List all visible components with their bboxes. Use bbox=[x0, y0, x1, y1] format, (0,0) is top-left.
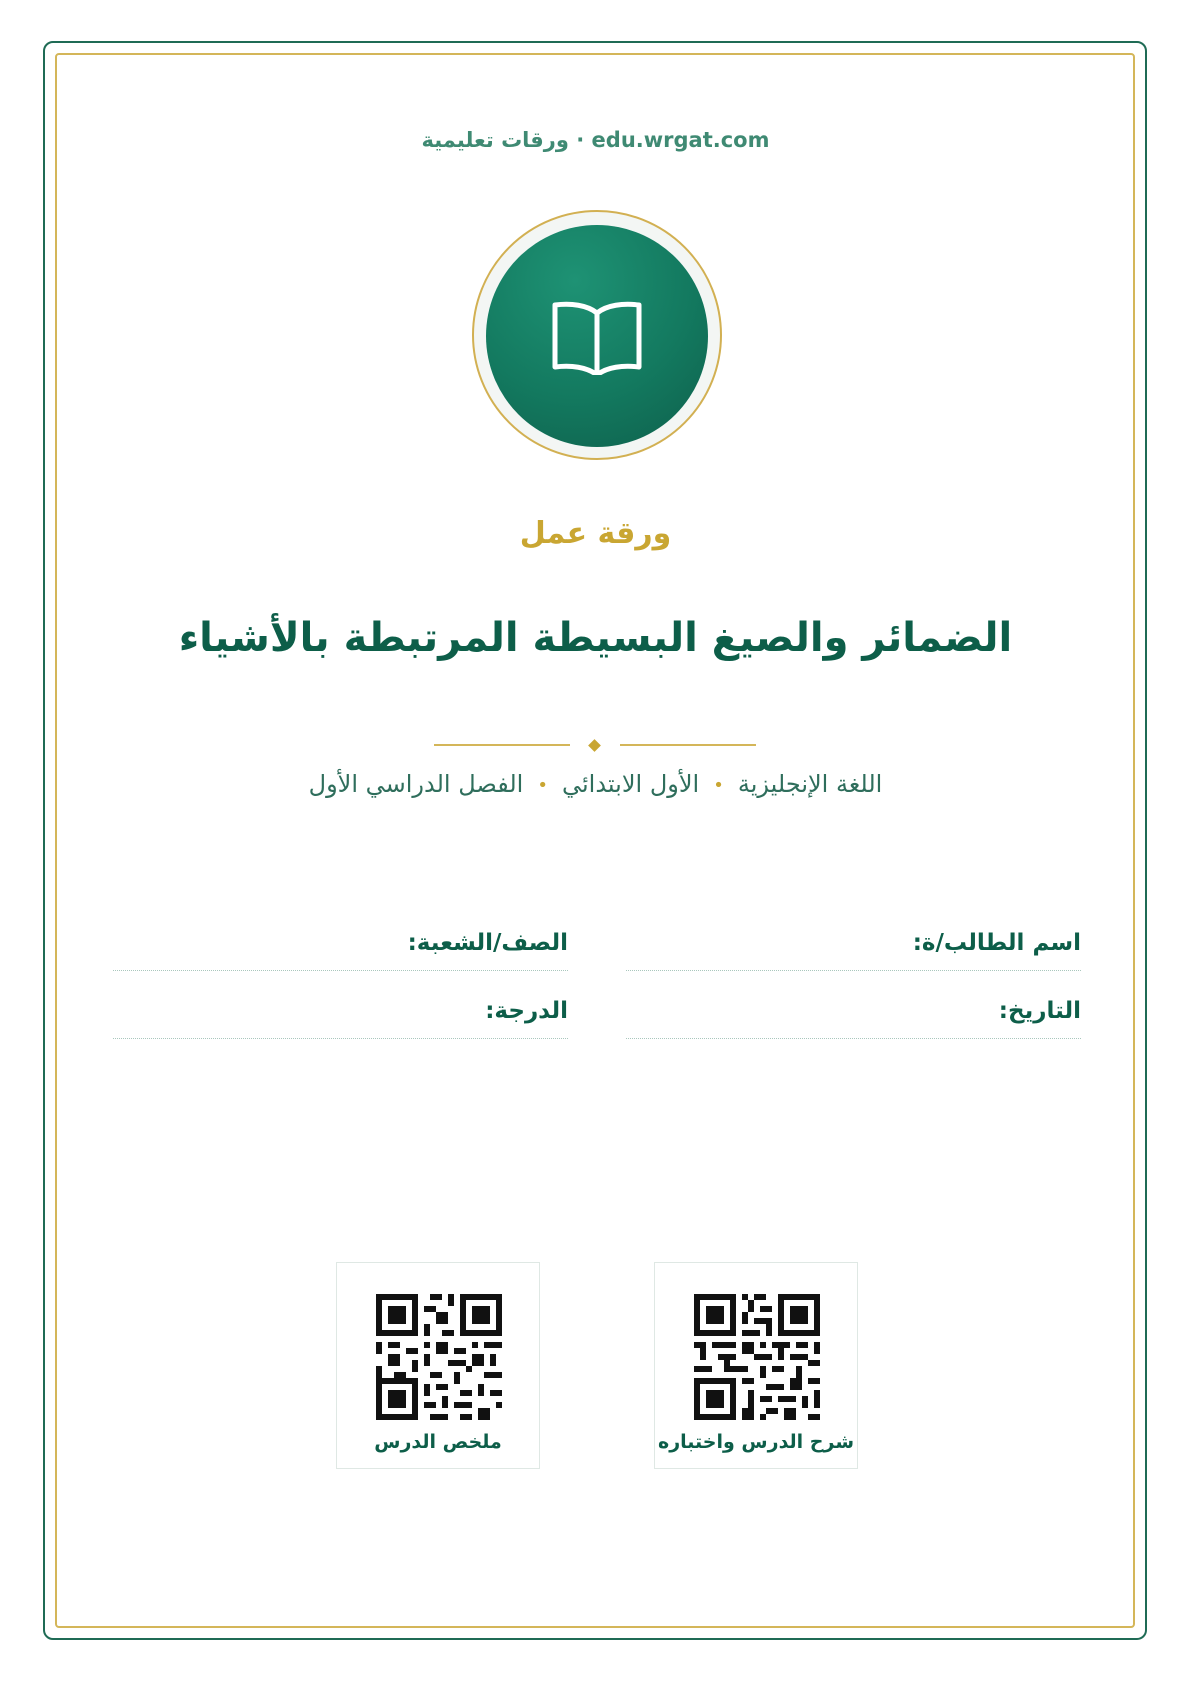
qr-code-icon bbox=[694, 1294, 820, 1420]
date-field[interactable] bbox=[626, 998, 1081, 1039]
qr-card-lesson-summary[interactable] bbox=[336, 1262, 540, 1469]
class-section-field[interactable] bbox=[113, 930, 568, 971]
meta-separator: • bbox=[537, 774, 548, 796]
course-meta bbox=[0, 770, 1191, 798]
divider-right bbox=[620, 744, 756, 746]
term-text: الفصل الدراسي الأول bbox=[308, 770, 524, 798]
site-header: ورقات تعليمية · edu.wrgat.com bbox=[421, 128, 770, 152]
page-title: الضمائر والصيغ البسيطة المرتبطة بالأشياء bbox=[178, 615, 1013, 661]
class-section-label: الصف/الشعبة: bbox=[407, 930, 568, 956]
meta-separator: • bbox=[713, 774, 724, 796]
qr-caption: ملخص الدرس bbox=[374, 1431, 502, 1453]
date-label: التاريخ: bbox=[998, 998, 1081, 1024]
open-book-icon bbox=[549, 295, 645, 375]
qr-card-lesson-explanation[interactable] bbox=[654, 1262, 858, 1469]
student-name-field[interactable] bbox=[626, 930, 1081, 971]
grade-text: الأول الابتدائي bbox=[561, 770, 700, 798]
emblem bbox=[486, 225, 708, 447]
qr-code-icon bbox=[376, 1294, 502, 1420]
worksheet-label: ورقة عمل bbox=[519, 516, 672, 551]
score-field[interactable] bbox=[113, 998, 568, 1039]
score-label: الدرجة: bbox=[485, 998, 568, 1024]
subject-text: اللغة الإنجليزية bbox=[737, 770, 883, 798]
student-name-label: اسم الطالب/ة: bbox=[912, 930, 1081, 956]
divider-left bbox=[434, 744, 570, 746]
qr-caption: شرح الدرس واختباره bbox=[657, 1431, 855, 1453]
